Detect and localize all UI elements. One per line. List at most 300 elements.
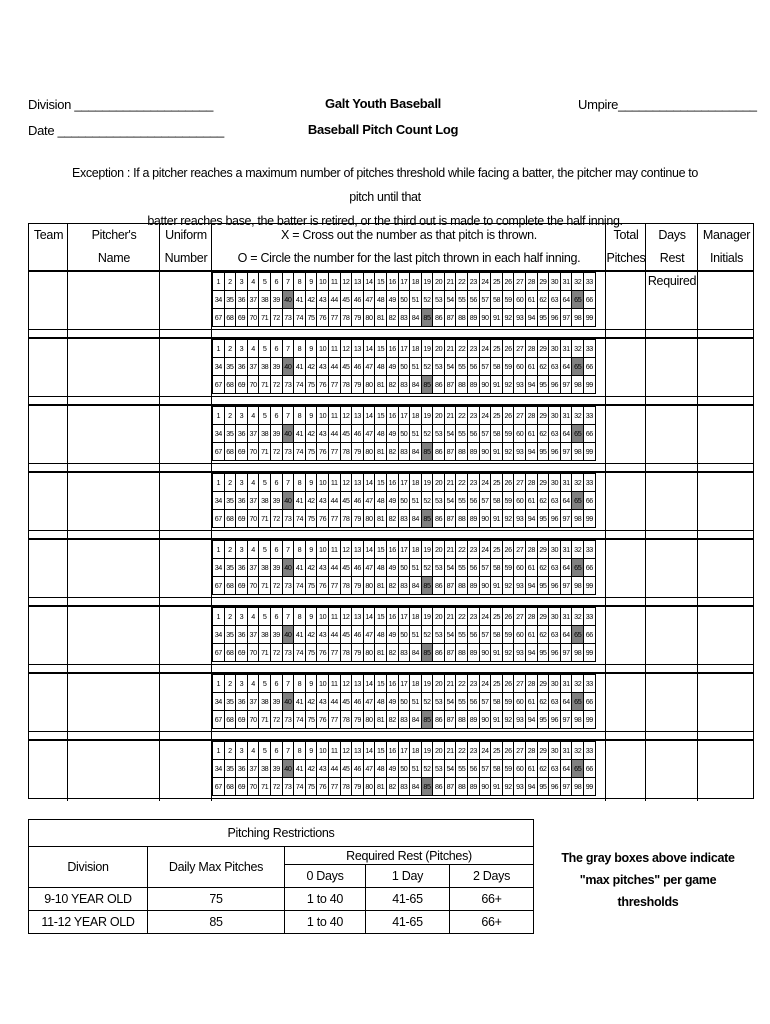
- pitch-number-box[interactable]: 76: [317, 644, 329, 662]
- pitch-number-box[interactable]: 20: [433, 273, 445, 291]
- pitch-number-box[interactable]: 96: [549, 443, 561, 461]
- pitch-number-box[interactable]: 10: [317, 474, 329, 492]
- pitch-number-box[interactable]: 8: [294, 742, 306, 760]
- pitch-number-box[interactable]: 49: [386, 626, 398, 644]
- pitch-number-box[interactable]: 44: [328, 693, 340, 711]
- pitch-number-box[interactable]: 16: [386, 474, 398, 492]
- pitch-number-box[interactable]: 92: [502, 443, 514, 461]
- pitch-number-box[interactable]: 41: [294, 693, 306, 711]
- pitch-number-box[interactable]: 63: [549, 559, 561, 577]
- pitch-number-box[interactable]: 47: [363, 760, 375, 778]
- pitch-number-box[interactable]: 59: [502, 425, 514, 443]
- pitch-number-box[interactable]: 77: [328, 309, 340, 327]
- pitch-number-box[interactable]: 62: [537, 626, 549, 644]
- pitch-number-box[interactable]: 48: [375, 559, 387, 577]
- pitch-number-box[interactable]: 89: [468, 309, 480, 327]
- pitch-number-box[interactable]: 57: [479, 693, 491, 711]
- pitch-number-box[interactable]: 95: [537, 309, 549, 327]
- pitch-number-box[interactable]: 47: [363, 358, 375, 376]
- pitch-number-box[interactable]: 11: [328, 675, 340, 693]
- pitch-number-box[interactable]: 61: [526, 693, 538, 711]
- pitch-number-box[interactable]: 60: [514, 358, 526, 376]
- pitch-number-box[interactable]: 48: [375, 626, 387, 644]
- pitch-number-box[interactable]: 71: [259, 644, 271, 662]
- pitch-number-box[interactable]: 35: [224, 559, 236, 577]
- pitch-number-box[interactable]: 12: [340, 608, 352, 626]
- pitch-number-box[interactable]: 4: [247, 608, 259, 626]
- pitch-number-box[interactable]: 17: [398, 541, 410, 559]
- pitch-number-box[interactable]: 48: [375, 291, 387, 309]
- pitch-number-box[interactable]: 84: [410, 376, 422, 394]
- pitch-number-box[interactable]: 44: [328, 626, 340, 644]
- pitch-number-box[interactable]: 19: [421, 474, 433, 492]
- pitch-number-box[interactable]: 60: [514, 559, 526, 577]
- pitch-number-box[interactable]: 48: [375, 760, 387, 778]
- pitch-number-box[interactable]: 1: [213, 474, 225, 492]
- pitch-number-box[interactable]: 30: [549, 273, 561, 291]
- pitch-number-box[interactable]: 68: [224, 510, 236, 528]
- pitch-number-box[interactable]: 41: [294, 559, 306, 577]
- pitch-number-box[interactable]: 99: [584, 711, 596, 729]
- pitch-number-box[interactable]: 61: [526, 492, 538, 510]
- pitch-number-box[interactable]: 93: [514, 309, 526, 327]
- pitch-number-box[interactable]: 57: [479, 559, 491, 577]
- pitch-number-box[interactable]: 97: [560, 778, 572, 796]
- pitch-number-box[interactable]: 32: [572, 474, 584, 492]
- pitch-number-box[interactable]: 81: [375, 577, 387, 595]
- pitch-number-box[interactable]: 46: [352, 425, 364, 443]
- pitch-number-box[interactable]: 87: [444, 510, 456, 528]
- pitch-number-box[interactable]: 55: [456, 693, 468, 711]
- pitch-number-box[interactable]: 12: [340, 474, 352, 492]
- pitch-number-box[interactable]: 56: [468, 693, 480, 711]
- pitch-number-box[interactable]: 67: [213, 376, 225, 394]
- pitch-number-box[interactable]: 31: [560, 340, 572, 358]
- pitch-number-box[interactable]: 38: [259, 492, 271, 510]
- pitch-number-box[interactable]: 45: [340, 492, 352, 510]
- pitch-number-box[interactable]: 37: [247, 559, 259, 577]
- pitch-number-box[interactable]: 64: [560, 559, 572, 577]
- pitch-number-box[interactable]: 30: [549, 340, 561, 358]
- pitch-number-box[interactable]: 44: [328, 492, 340, 510]
- pitch-number-box[interactable]: 79: [352, 510, 364, 528]
- pitch-number-box[interactable]: 84: [410, 577, 422, 595]
- pitch-number-box[interactable]: 96: [549, 309, 561, 327]
- pitch-number-box[interactable]: 65: [572, 559, 584, 577]
- pitch-number-box[interactable]: 88: [456, 644, 468, 662]
- pitch-number-box[interactable]: 86: [433, 577, 445, 595]
- pitch-number-box[interactable]: 16: [386, 541, 398, 559]
- pitch-number-box[interactable]: 21: [444, 541, 456, 559]
- pitch-number-box[interactable]: 95: [537, 577, 549, 595]
- pitch-number-box[interactable]: 25: [491, 474, 503, 492]
- pitch-number-box[interactable]: 15: [375, 340, 387, 358]
- pitch-number-box[interactable]: 54: [444, 492, 456, 510]
- pitch-number-box[interactable]: 74: [294, 778, 306, 796]
- pitch-number-box[interactable]: 43: [317, 559, 329, 577]
- pitch-number-box[interactable]: 18: [410, 541, 422, 559]
- pitch-number-box[interactable]: 67: [213, 309, 225, 327]
- pitch-number-box[interactable]: 75: [305, 309, 317, 327]
- pitch-number-box[interactable]: 14: [363, 541, 375, 559]
- pitch-number-box[interactable]: 55: [456, 559, 468, 577]
- pitch-number-box[interactable]: 34: [213, 358, 225, 376]
- pitch-number-box[interactable]: 97: [560, 510, 572, 528]
- pitch-number-box[interactable]: 71: [259, 309, 271, 327]
- pitch-number-box[interactable]: 80: [363, 309, 375, 327]
- pitch-number-box[interactable]: 53: [433, 626, 445, 644]
- pitch-number-box[interactable]: 87: [444, 577, 456, 595]
- pitch-number-box[interactable]: 16: [386, 340, 398, 358]
- pitch-number-box[interactable]: 77: [328, 778, 340, 796]
- pitch-number-box[interactable]: 77: [328, 443, 340, 461]
- pitch-number-box[interactable]: 99: [584, 644, 596, 662]
- pitch-number-box[interactable]: 55: [456, 291, 468, 309]
- pitch-number-box[interactable]: 15: [375, 474, 387, 492]
- pitch-number-box[interactable]: 56: [468, 425, 480, 443]
- pitch-number-box[interactable]: 35: [224, 492, 236, 510]
- pitch-number-box[interactable]: 99: [584, 376, 596, 394]
- pitch-number-box[interactable]: 77: [328, 711, 340, 729]
- pitch-number-box[interactable]: 40: [282, 626, 294, 644]
- pitch-number-box[interactable]: 22: [456, 407, 468, 425]
- pitch-number-box[interactable]: 23: [468, 742, 480, 760]
- pitch-number-box[interactable]: 15: [375, 407, 387, 425]
- pitch-number-box[interactable]: 52: [421, 693, 433, 711]
- pitch-number-box[interactable]: 37: [247, 492, 259, 510]
- pitch-number-box[interactable]: 67: [213, 577, 225, 595]
- pitch-number-box[interactable]: 69: [236, 778, 248, 796]
- pitch-number-box[interactable]: 70: [247, 510, 259, 528]
- pitch-number-box[interactable]: 73: [282, 510, 294, 528]
- pitch-number-box[interactable]: 32: [572, 742, 584, 760]
- pitch-number-box[interactable]: 72: [270, 376, 282, 394]
- pitch-number-box[interactable]: 63: [549, 425, 561, 443]
- pitch-number-box[interactable]: 50: [398, 760, 410, 778]
- pitch-number-box[interactable]: 33: [584, 273, 596, 291]
- pitch-number-box[interactable]: 80: [363, 577, 375, 595]
- pitch-number-box[interactable]: 11: [328, 273, 340, 291]
- pitch-number-box[interactable]: 38: [259, 760, 271, 778]
- pitch-number-box[interactable]: 40: [282, 425, 294, 443]
- pitch-number-box[interactable]: 51: [410, 626, 422, 644]
- pitch-number-box[interactable]: 85: [421, 376, 433, 394]
- pitch-number-box[interactable]: 58: [491, 693, 503, 711]
- pitch-number-box[interactable]: 73: [282, 309, 294, 327]
- pitch-number-box[interactable]: 76: [317, 443, 329, 461]
- pitch-number-box[interactable]: 93: [514, 577, 526, 595]
- pitch-number-box[interactable]: 21: [444, 340, 456, 358]
- pitch-number-box[interactable]: 82: [386, 778, 398, 796]
- pitch-number-box[interactable]: 86: [433, 778, 445, 796]
- pitch-number-box[interactable]: 89: [468, 443, 480, 461]
- pitch-number-box[interactable]: 31: [560, 742, 572, 760]
- pitch-number-box[interactable]: 32: [572, 407, 584, 425]
- pitch-number-box[interactable]: 72: [270, 577, 282, 595]
- pitch-number-box[interactable]: 50: [398, 559, 410, 577]
- pitch-number-box[interactable]: 2: [224, 474, 236, 492]
- pitch-number-box[interactable]: 76: [317, 778, 329, 796]
- pitch-number-box[interactable]: 20: [433, 407, 445, 425]
- pitch-number-box[interactable]: 81: [375, 309, 387, 327]
- pitch-number-box[interactable]: 53: [433, 425, 445, 443]
- pitch-number-box[interactable]: 34: [213, 291, 225, 309]
- pitch-number-box[interactable]: 64: [560, 425, 572, 443]
- pitch-number-box[interactable]: 63: [549, 760, 561, 778]
- pitch-number-box[interactable]: 92: [502, 577, 514, 595]
- pitch-number-box[interactable]: 29: [537, 273, 549, 291]
- pitch-number-box[interactable]: 85: [421, 778, 433, 796]
- pitch-number-box[interactable]: 31: [560, 541, 572, 559]
- pitch-number-box[interactable]: 78: [340, 510, 352, 528]
- pitch-number-box[interactable]: 79: [352, 711, 364, 729]
- pitch-number-box[interactable]: 68: [224, 711, 236, 729]
- pitch-number-box[interactable]: 57: [479, 291, 491, 309]
- pitch-number-box[interactable]: 23: [468, 675, 480, 693]
- pitch-number-box[interactable]: 21: [444, 273, 456, 291]
- pitch-number-box[interactable]: 37: [247, 291, 259, 309]
- pitch-number-box[interactable]: 71: [259, 510, 271, 528]
- pitch-number-box[interactable]: 17: [398, 407, 410, 425]
- pitch-number-box[interactable]: 59: [502, 358, 514, 376]
- pitch-number-box[interactable]: 44: [328, 358, 340, 376]
- pitch-number-box[interactable]: 11: [328, 407, 340, 425]
- pitch-number-box[interactable]: 33: [584, 608, 596, 626]
- pitch-number-box[interactable]: 5: [259, 608, 271, 626]
- pitch-number-box[interactable]: 43: [317, 760, 329, 778]
- pitch-number-box[interactable]: 51: [410, 291, 422, 309]
- pitch-number-box[interactable]: 49: [386, 760, 398, 778]
- pitch-number-box[interactable]: 48: [375, 492, 387, 510]
- pitch-number-box[interactable]: 73: [282, 778, 294, 796]
- pitch-number-box[interactable]: 4: [247, 541, 259, 559]
- pitch-number-box[interactable]: 56: [468, 492, 480, 510]
- pitch-number-box[interactable]: 46: [352, 626, 364, 644]
- pitch-number-box[interactable]: 21: [444, 675, 456, 693]
- pitch-number-box[interactable]: 93: [514, 711, 526, 729]
- pitch-number-box[interactable]: 82: [386, 577, 398, 595]
- pitch-number-box[interactable]: 96: [549, 778, 561, 796]
- pitch-number-box[interactable]: 31: [560, 675, 572, 693]
- pitch-number-box[interactable]: 35: [224, 693, 236, 711]
- pitch-number-box[interactable]: 28: [526, 742, 538, 760]
- pitch-number-box[interactable]: 59: [502, 492, 514, 510]
- pitch-number-box[interactable]: 74: [294, 510, 306, 528]
- pitch-number-box[interactable]: 65: [572, 760, 584, 778]
- pitch-number-box[interactable]: 64: [560, 358, 572, 376]
- pitch-number-box[interactable]: 60: [514, 492, 526, 510]
- pitch-number-box[interactable]: 93: [514, 376, 526, 394]
- pitch-number-box[interactable]: 66: [584, 626, 596, 644]
- pitch-number-box[interactable]: 5: [259, 407, 271, 425]
- pitch-number-box[interactable]: 78: [340, 309, 352, 327]
- pitch-number-box[interactable]: 87: [444, 376, 456, 394]
- pitch-number-box[interactable]: 99: [584, 510, 596, 528]
- pitch-number-box[interactable]: 44: [328, 760, 340, 778]
- pitch-number-box[interactable]: 51: [410, 760, 422, 778]
- pitch-number-box[interactable]: 77: [328, 510, 340, 528]
- pitch-number-box[interactable]: 9: [305, 407, 317, 425]
- pitch-number-box[interactable]: 39: [270, 492, 282, 510]
- pitch-number-box[interactable]: 73: [282, 711, 294, 729]
- pitch-number-box[interactable]: 64: [560, 492, 572, 510]
- pitch-number-box[interactable]: 90: [479, 644, 491, 662]
- pitch-number-box[interactable]: 74: [294, 711, 306, 729]
- pitch-number-box[interactable]: 33: [584, 742, 596, 760]
- pitch-number-box[interactable]: 96: [549, 711, 561, 729]
- pitch-number-box[interactable]: 85: [421, 510, 433, 528]
- pitch-number-box[interactable]: 72: [270, 778, 282, 796]
- pitch-number-box[interactable]: 3: [236, 407, 248, 425]
- pitch-number-box[interactable]: 5: [259, 541, 271, 559]
- pitch-number-box[interactable]: 38: [259, 358, 271, 376]
- pitch-number-box[interactable]: 68: [224, 778, 236, 796]
- pitch-number-box[interactable]: 36: [236, 291, 248, 309]
- pitch-number-box[interactable]: 94: [526, 778, 538, 796]
- pitch-number-box[interactable]: 7: [282, 340, 294, 358]
- pitch-number-box[interactable]: 30: [549, 608, 561, 626]
- pitch-number-box[interactable]: 29: [537, 474, 549, 492]
- pitch-number-box[interactable]: 39: [270, 760, 282, 778]
- pitch-number-box[interactable]: 31: [560, 407, 572, 425]
- pitch-number-box[interactable]: 2: [224, 273, 236, 291]
- pitch-number-box[interactable]: 88: [456, 577, 468, 595]
- pitch-number-box[interactable]: 41: [294, 291, 306, 309]
- pitch-number-box[interactable]: 69: [236, 577, 248, 595]
- pitch-number-box[interactable]: 85: [421, 309, 433, 327]
- pitch-number-box[interactable]: 98: [572, 510, 584, 528]
- pitch-number-box[interactable]: 72: [270, 309, 282, 327]
- pitch-number-box[interactable]: 16: [386, 407, 398, 425]
- pitch-number-box[interactable]: 15: [375, 608, 387, 626]
- pitch-number-box[interactable]: 13: [352, 541, 364, 559]
- pitch-number-box[interactable]: 94: [526, 711, 538, 729]
- pitch-number-box[interactable]: 46: [352, 760, 364, 778]
- pitch-number-box[interactable]: 71: [259, 443, 271, 461]
- pitch-number-box[interactable]: 12: [340, 407, 352, 425]
- pitch-number-box[interactable]: 3: [236, 541, 248, 559]
- pitch-number-box[interactable]: 25: [491, 742, 503, 760]
- pitch-number-box[interactable]: 23: [468, 474, 480, 492]
- pitch-number-box[interactable]: 8: [294, 608, 306, 626]
- pitch-number-box[interactable]: 90: [479, 778, 491, 796]
- pitch-number-box[interactable]: 74: [294, 644, 306, 662]
- pitch-number-box[interactable]: 8: [294, 474, 306, 492]
- pitch-number-box[interactable]: 47: [363, 559, 375, 577]
- pitch-number-box[interactable]: 3: [236, 273, 248, 291]
- pitch-number-box[interactable]: 27: [514, 340, 526, 358]
- pitch-number-box[interactable]: 1: [213, 608, 225, 626]
- pitch-number-box[interactable]: 55: [456, 492, 468, 510]
- pitch-number-box[interactable]: 99: [584, 443, 596, 461]
- pitch-number-box[interactable]: 43: [317, 492, 329, 510]
- pitch-number-box[interactable]: 24: [479, 541, 491, 559]
- pitch-number-box[interactable]: 12: [340, 541, 352, 559]
- pitch-number-box[interactable]: 28: [526, 340, 538, 358]
- pitch-number-box[interactable]: 53: [433, 559, 445, 577]
- pitch-number-box[interactable]: 70: [247, 577, 259, 595]
- pitch-number-box[interactable]: 38: [259, 693, 271, 711]
- pitch-number-box[interactable]: 4: [247, 407, 259, 425]
- pitch-number-box[interactable]: 39: [270, 626, 282, 644]
- pitch-number-box[interactable]: 87: [444, 778, 456, 796]
- pitch-number-box[interactable]: 16: [386, 273, 398, 291]
- pitch-number-box[interactable]: 83: [398, 644, 410, 662]
- pitch-number-box[interactable]: 9: [305, 474, 317, 492]
- pitch-number-box[interactable]: 17: [398, 273, 410, 291]
- pitch-number-box[interactable]: 89: [468, 376, 480, 394]
- pitch-number-box[interactable]: 61: [526, 425, 538, 443]
- pitch-number-box[interactable]: 42: [305, 693, 317, 711]
- pitch-number-box[interactable]: 10: [317, 742, 329, 760]
- pitch-number-box[interactable]: 34: [213, 760, 225, 778]
- pitch-number-box[interactable]: 69: [236, 644, 248, 662]
- pitch-number-box[interactable]: 6: [270, 407, 282, 425]
- pitch-number-box[interactable]: 15: [375, 675, 387, 693]
- pitch-number-box[interactable]: 23: [468, 608, 480, 626]
- pitch-number-box[interactable]: 52: [421, 559, 433, 577]
- pitch-number-box[interactable]: 82: [386, 510, 398, 528]
- pitch-number-box[interactable]: 30: [549, 541, 561, 559]
- pitch-number-box[interactable]: 15: [375, 273, 387, 291]
- pitch-number-box[interactable]: 87: [444, 309, 456, 327]
- pitch-number-box[interactable]: 46: [352, 291, 364, 309]
- pitch-number-box[interactable]: 44: [328, 291, 340, 309]
- pitch-number-box[interactable]: 98: [572, 443, 584, 461]
- pitch-number-box[interactable]: 6: [270, 474, 282, 492]
- pitch-number-box[interactable]: 61: [526, 626, 538, 644]
- pitch-number-box[interactable]: 87: [444, 711, 456, 729]
- pitch-number-box[interactable]: 48: [375, 693, 387, 711]
- pitch-number-box[interactable]: 18: [410, 675, 422, 693]
- pitch-number-box[interactable]: 74: [294, 443, 306, 461]
- pitch-number-box[interactable]: 21: [444, 742, 456, 760]
- pitch-number-box[interactable]: 36: [236, 492, 248, 510]
- pitch-number-box[interactable]: 23: [468, 340, 480, 358]
- pitch-number-box[interactable]: 32: [572, 340, 584, 358]
- pitch-number-box[interactable]: 53: [433, 291, 445, 309]
- pitch-number-box[interactable]: 7: [282, 407, 294, 425]
- pitch-number-box[interactable]: 50: [398, 358, 410, 376]
- pitch-number-box[interactable]: 50: [398, 425, 410, 443]
- pitch-number-box[interactable]: 96: [549, 376, 561, 394]
- pitch-number-box[interactable]: 14: [363, 340, 375, 358]
- pitch-number-box[interactable]: 61: [526, 291, 538, 309]
- pitch-number-box[interactable]: 10: [317, 407, 329, 425]
- pitch-number-box[interactable]: 24: [479, 474, 491, 492]
- pitch-number-box[interactable]: 81: [375, 778, 387, 796]
- pitch-number-box[interactable]: 91: [491, 778, 503, 796]
- pitch-number-box[interactable]: 58: [491, 559, 503, 577]
- pitch-number-box[interactable]: 26: [502, 340, 514, 358]
- pitch-number-box[interactable]: 18: [410, 407, 422, 425]
- pitch-number-box[interactable]: 97: [560, 309, 572, 327]
- pitch-number-box[interactable]: 93: [514, 443, 526, 461]
- pitch-number-box[interactable]: 2: [224, 608, 236, 626]
- pitch-number-box[interactable]: 79: [352, 443, 364, 461]
- pitch-number-box[interactable]: 9: [305, 608, 317, 626]
- pitch-number-box[interactable]: 53: [433, 760, 445, 778]
- pitch-number-box[interactable]: 49: [386, 559, 398, 577]
- pitch-number-box[interactable]: 78: [340, 577, 352, 595]
- pitch-number-box[interactable]: 64: [560, 626, 572, 644]
- pitch-number-box[interactable]: 4: [247, 340, 259, 358]
- pitch-number-box[interactable]: 43: [317, 693, 329, 711]
- pitch-number-box[interactable]: 53: [433, 358, 445, 376]
- pitch-number-box[interactable]: 91: [491, 376, 503, 394]
- pitch-number-box[interactable]: 42: [305, 492, 317, 510]
- pitch-number-box[interactable]: 62: [537, 291, 549, 309]
